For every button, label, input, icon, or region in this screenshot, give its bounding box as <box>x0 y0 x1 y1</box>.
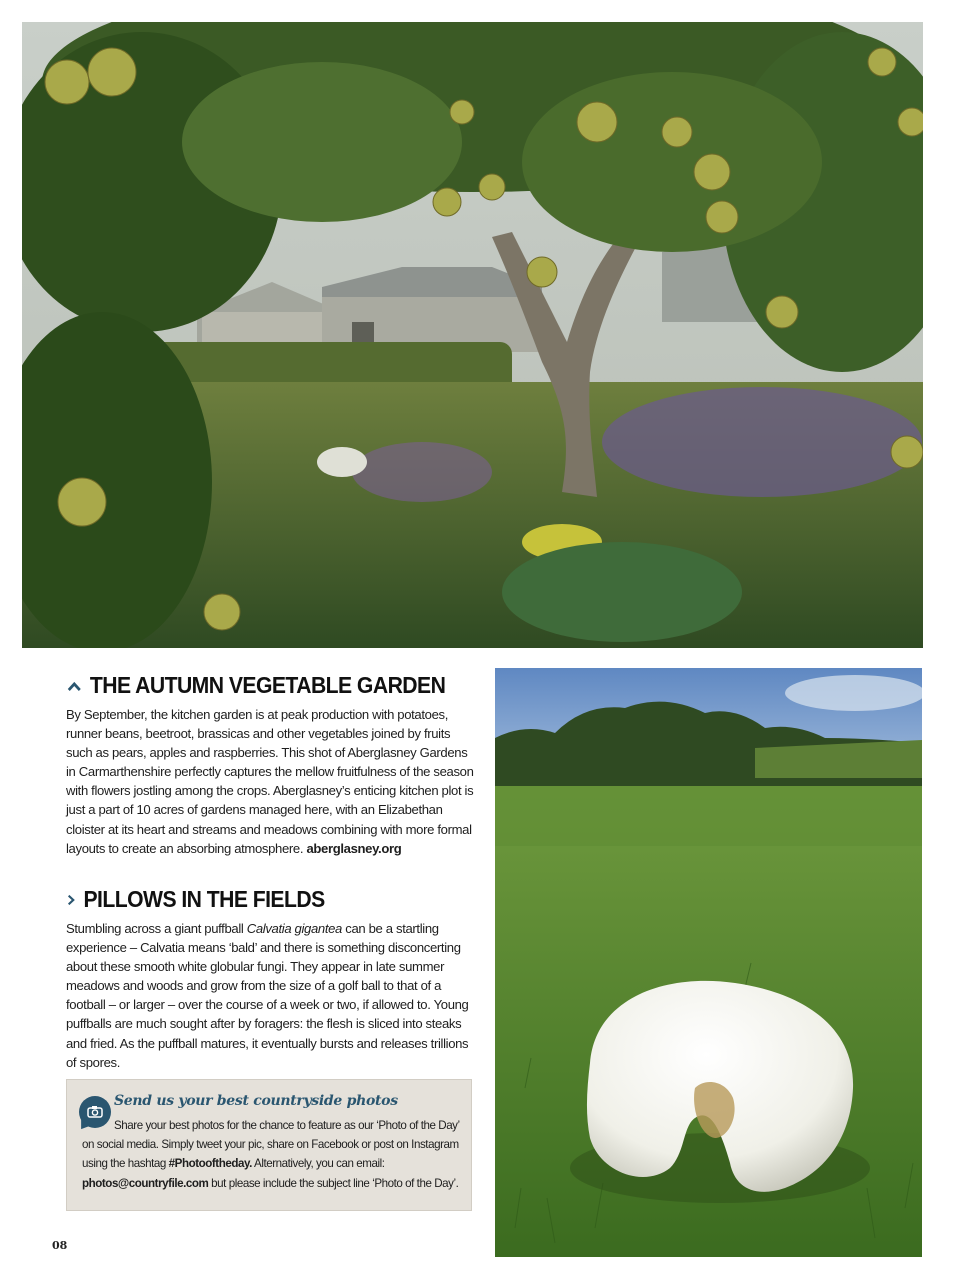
chevron-right-icon <box>66 892 78 908</box>
article-body <box>66 705 474 858</box>
article-title <box>66 672 446 699</box>
page-number: 08 <box>52 1239 68 1252</box>
article-title-text: PILLOWS IN THE FIELDS <box>83 886 325 912</box>
article-autumn-vegetable-garden <box>66 672 474 858</box>
callout-text-part: but please include the subject line ‘Photo of the Day’. <box>211 1176 459 1190</box>
email-link[interactable]: photos@countryfile.com <box>82 1176 209 1190</box>
callout-text <box>82 1116 466 1193</box>
photo-submission-callout <box>66 1079 472 1211</box>
article-title <box>66 886 441 913</box>
orchard-garden-photo <box>22 22 923 648</box>
callout-title: Send us your best countryside photos <box>114 1093 398 1109</box>
callout-text-part: Alternatively, you can email: <box>254 1157 385 1171</box>
article-body-text: By September, the kitchen garden is at peak production with potatoes, runner beans, beetroot, brassicas and other vegetables joined by fruits such as pears, apples and raspberries. This shot of Aberglasney Gardens in Carmarthenshire perfectly captures the mellow fruitfulness of the season with flowers jostling among the crops. Aberglasney’s enticing kitchen plot is just a part of 10 acres of gardens managed here, with an Elizabethan cloister at its heart and streams and meadows combining with more formal layouts to create an absorbing atmosphere. <box>66 707 474 856</box>
website-link[interactable]: aberglasney.org <box>306 840 402 856</box>
article-title-text: THE AUTUMN VEGETABLE GARDEN <box>89 672 446 698</box>
puffball-photo <box>495 668 922 1257</box>
chevron-up-icon <box>66 678 83 694</box>
article-body <box>66 919 474 1072</box>
body-part: can be a startling experience – Calvatia means ‘bald’ and there is something disconcerting about these smooth white globular fungi. They appear in late summer meadows and woods and grow from the size of a golf ball to that of a football – or larger – over the course of a week or two, if allowed to. Young puffballs are much sought after by foragers: the flesh is sliced into steaks and fried. As the puffball matures, it eventually bursts and releases trillions of spores. <box>66 921 469 1070</box>
article-pillows-in-fields <box>66 886 474 1072</box>
body-part: Stumbling across a giant puffball <box>66 921 244 936</box>
callout-text-part: Share your best photos for the chance to feature as our ‘Photo of the Day’ on social media. Simply tweet your pic, share on Facebook or post on Instagram using the hashtag <box>82 1119 460 1171</box>
species-name: Calvatia gigantea <box>246 921 342 936</box>
hashtag: #Photooftheday. <box>168 1157 252 1171</box>
